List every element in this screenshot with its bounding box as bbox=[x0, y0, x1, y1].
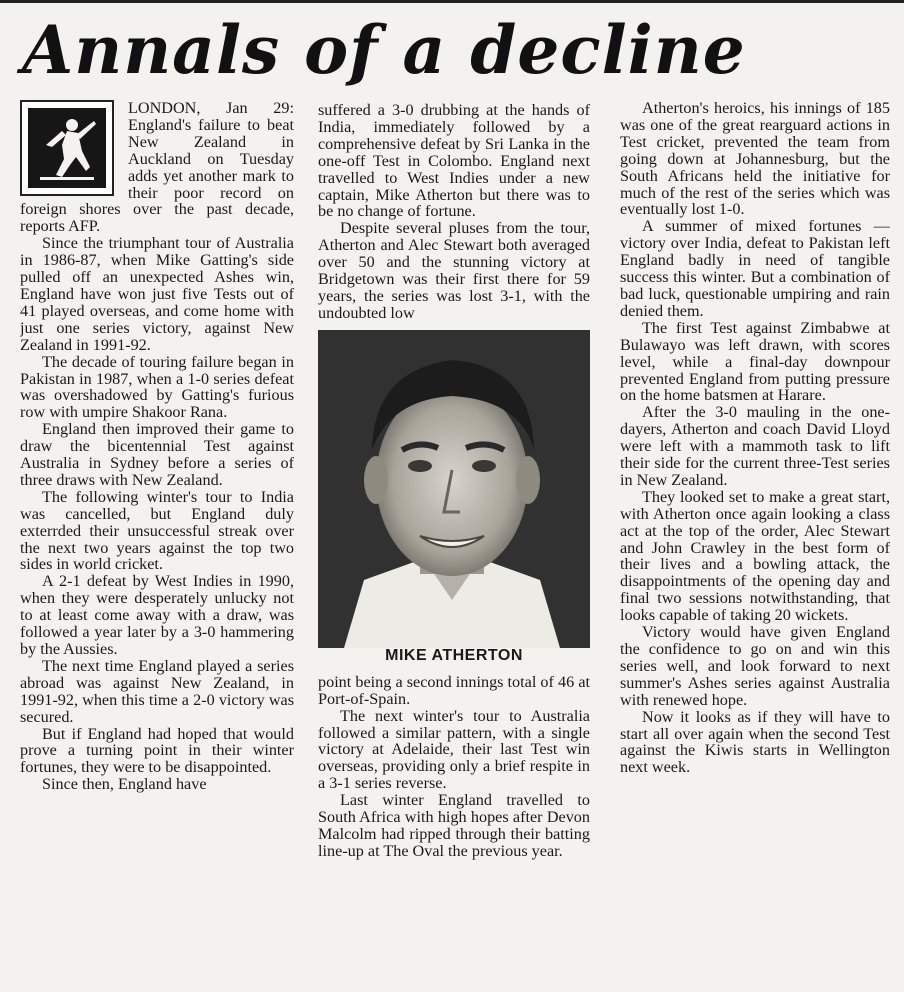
paragraph: LONDON, Jan 29: England's failure to beat New Zealand in Auckland on Tuesday adds yet another mark to their poor record on foreign shores over the past decade, reports AFP. bbox=[20, 100, 294, 236]
photo-block bbox=[318, 322, 590, 674]
paragraph: The first Test against Zimbabwe at Bulawayo was left drawn, with scores level, while a final-day downpour prevented England from putting pressure on the home batsmen at Harare. bbox=[620, 318, 890, 405]
photo-caption: MIKE ATHERTON bbox=[385, 646, 523, 664]
paragraph: England then improved their game to draw the bicentennial Test against Australia in Sydney before a series of three draws with New Zealand. bbox=[20, 420, 294, 489]
paragraph: point being a second innings total of 46 at Port-of-Spain. bbox=[318, 672, 590, 708]
paragraph: Since then, England have bbox=[42, 775, 207, 794]
paragraph: The next winter's tour to Australia followed a similar pattern, with a single victory at Adelaide, their last Test win overseas, providing only a brief respite in a 3-1 series reverse. bbox=[318, 706, 590, 793]
portrait-image bbox=[318, 330, 590, 648]
paragraph: They looked set to make a great start, with Atherton once again looking a class act at the top of the order, Alec Stewart and John Crawley in the best form of their lives and a bowling attack, the disappointments of the opening day and final two sessions notwithstanding, that looks capable of taking 20 wickets. bbox=[620, 487, 890, 625]
article-column-3 bbox=[620, 100, 890, 980]
paragraph: A summer of mixed fortunes — victory over India, defeat to Pakistan left England badly in need of tangible success this winter. But a combination of bad luck, questionable umpiring and rain denied them. bbox=[620, 217, 890, 320]
section-logo bbox=[20, 100, 114, 196]
paragraph: But if England had hoped that would prove a turning point in their winter fortunes, they were to be disappointed. bbox=[20, 724, 294, 777]
cricket-batsman-icon bbox=[32, 111, 102, 185]
article-column-2 bbox=[318, 102, 590, 982]
paragraph: After the 3-0 mauling in the one-dayers, Atherton and coach David Lloyd were left with a mammoth task to lift their side for the current three-Test series in New Zealand. bbox=[620, 403, 890, 489]
article-column-1 bbox=[20, 100, 294, 980]
portrait-photo bbox=[318, 330, 590, 648]
paragraph: The next time England played a series abroad was against New Zealand, in 1991-92, when this time a 2-0 victory was secured. bbox=[20, 656, 294, 726]
paragraph: Now it looks as if they will have to start all over again when the second Test against the Kiwis starts in Wellington next week. bbox=[620, 707, 890, 777]
headline: Annals of a decline bbox=[22, 11, 746, 89]
paragraph: A 2-1 defeat by West Indies in 1990, when they were desperately unlucky not to at least come away with a draw, was followed a year later by a 3-0 hammering by the Aussies. bbox=[20, 572, 294, 658]
top-rule bbox=[0, 0, 904, 3]
paragraph: Victory would have given England the confidence to go on and win this series well, and look forward to next summer's Ashes series against Australia with renewed hope. bbox=[620, 623, 890, 709]
paragraph: Last winter England travelled to South Africa with high hopes after Devon Malcolm had ripped through their batting line-up at The Oval the previous year. bbox=[318, 791, 590, 860]
paragraph: suffered a 3-0 drubbing at the hands of India, immediately followed by a comprehensive defeat by Sri Lanka in the one-off Test in Colombo. England next travelled to West Indies under a new captain, Mike Atherton but there was to be no change of fortune. bbox=[318, 102, 590, 221]
paragraph: The decade of touring failure began in Pakistan in 1987, when a 1-0 series defeat was overshadowed by Gatting's furious row with umpire Shakoor Rana. bbox=[20, 352, 294, 422]
paragraph: Despite several pluses from the tour, Atherton and Alec Stewart both averaged over 50 and the stunning victory at Bridgetown was their first there for 59 years, the series was lost 3-1, with the undoubted low bbox=[318, 219, 590, 322]
paragraph: Since the triumphant tour of Australia in 1986-87, when Mike Gatting's side pulled off an unexpected Ashes win, England have won just five Tests out of 41 played overseas, and come home with just one series victory, against New Zealand in 1991-92. bbox=[20, 234, 294, 354]
paragraph: The following winter's tour to India was cancelled, but England duly exterrded their unsuccessful streak over the next two years against the top two sides in world cricket. bbox=[20, 487, 294, 574]
paragraph: Atherton's heroics, his innings of 185 was one of the great rearguard actions in Test cricket, prevented the team from going down at Johannesburg, but the South Africans held the initiative for much of the rest of the series which was eventually lost 1-0. bbox=[620, 100, 890, 219]
